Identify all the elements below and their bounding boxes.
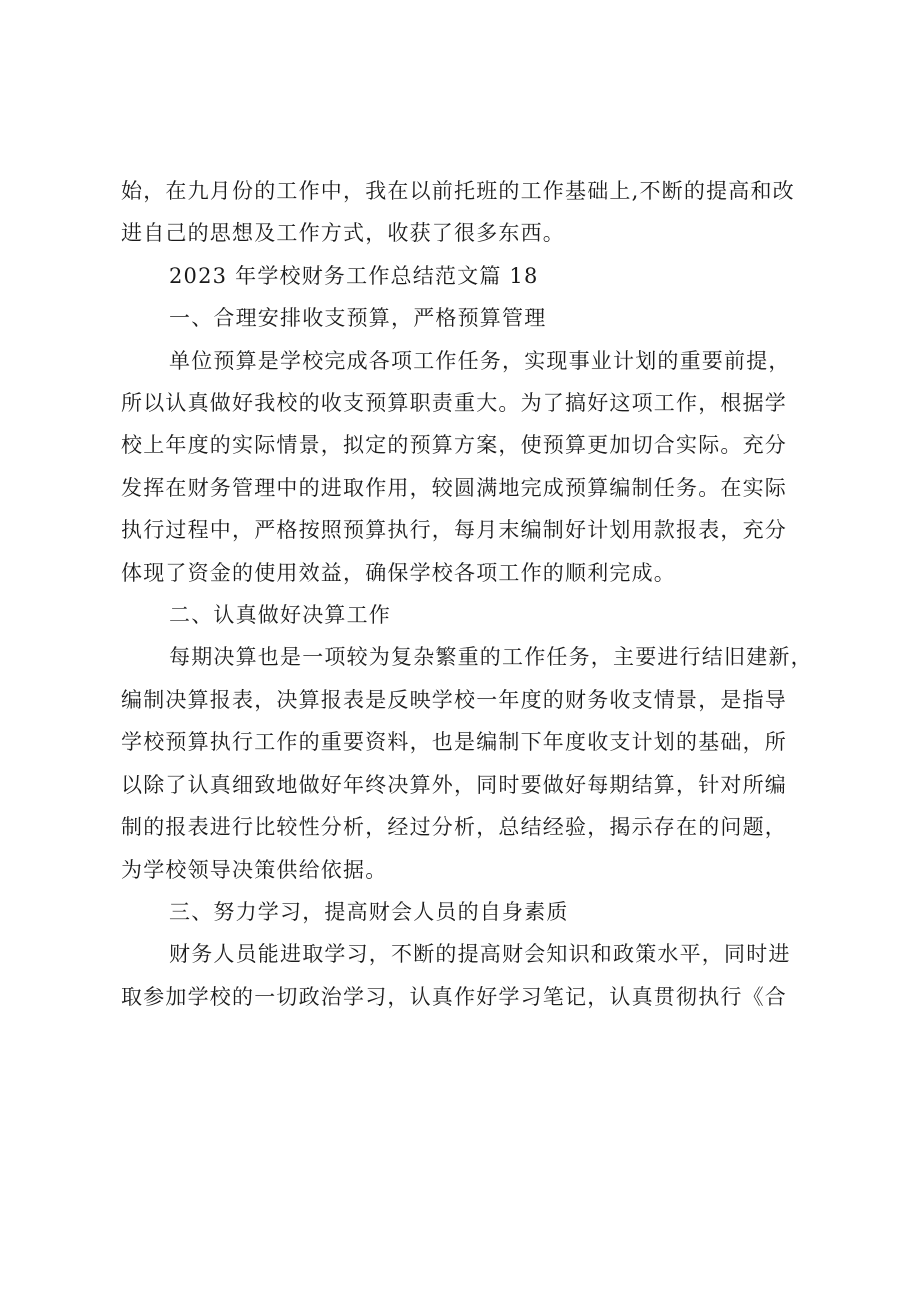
text-line: 学校预算执行工作的重要资料，也是编制下年度收支计划的基础，所 [121, 730, 787, 755]
section-title: 2023 年学校财务工作总结范文篇 18 [169, 263, 539, 288]
text-line: 财务人员能进取学习，不断的提高财会知识和政策水平，同时进 [169, 942, 791, 967]
text-line: 所以认真做好我校的收支预算职责重大。为了搞好这项工作，根据学 [121, 391, 787, 416]
text-line: 为学校领导决策供给依据。 [121, 857, 388, 882]
text-line: 执行过程中，严格按照预算执行，每月末编制好计划用款报表，充分 [121, 518, 787, 543]
text-line: 单位预算是学校完成各项工作任务，实现事业计划的重要前提， [169, 348, 791, 373]
document-body [121, 170, 833, 1018]
text-line: 制的报表进行比较性分析，经过分析，总结经验，揭示存在的问题， [121, 815, 787, 840]
text-line: 编制决算报表，决算报表是反映学校一年度的财务收支情景，是指导 [121, 687, 787, 712]
text-line: 始，在九月份的工作中，我在以前托班的工作基础上,不断的提高和改 [121, 179, 795, 203]
text-line: 体现了资金的使用效益，确保学校各项工作的顺利完成。 [121, 560, 676, 585]
text-line: 以除了认真细致地做好年终决算外，同时要做好每期结算，针对所编 [121, 772, 787, 797]
text-line: 取参加学校的一切政治学习，认真作好学习笔记，认真贯彻执行《合 [121, 984, 787, 1009]
text-line: 校上年度的实际情景，拟定的预算方案，使预算更加切合实际。充分 [121, 433, 787, 458]
text-line: 进自己的思想及工作方式，收获了很多东西。 [121, 221, 565, 246]
section-heading-1: 一、合理安排收支预算，严格预算管理 [169, 306, 547, 331]
section-heading-3: 三、努力学习，提高财会人员的自身素质 [169, 899, 569, 924]
text-line: 发挥在财务管理中的进取作用，较圆满地完成预算编制任务。在实际 [121, 475, 787, 500]
text-line: 每期决算也是一项较为复杂繁重的工作任务，主要进行结旧建新， [169, 645, 813, 670]
section-heading-2: 二、认真做好决算工作 [169, 603, 391, 628]
